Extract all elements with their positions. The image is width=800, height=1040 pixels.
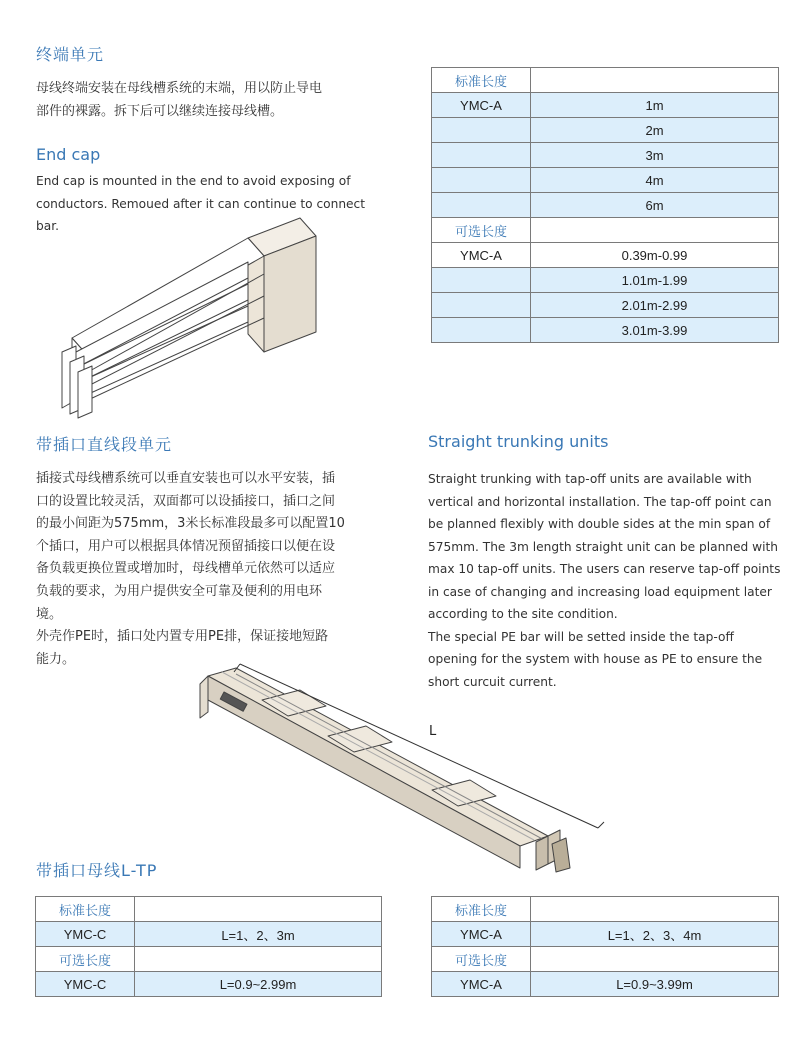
model-cell: YMC-A (432, 243, 531, 268)
length-value: 3.01m-3.99 (531, 318, 779, 343)
model-cell: YMC-C (36, 972, 135, 997)
opt-length-label: 可选长度 (432, 218, 531, 243)
length-value: 2.01m-2.99 (531, 293, 779, 318)
opt-length-label: 可选长度 (432, 947, 531, 972)
std-length-label: 标准长度 (36, 897, 135, 922)
model-cell: YMC-A (432, 972, 531, 997)
length-value: 0.39m-0.99 (531, 243, 779, 268)
end-unit-desc-cn: 母线终端安装在母线槽系统的末端，用以防止导电 部件的裸露。拆下后可以继续连接母线槽。 (36, 81, 323, 119)
length-dimension-label: L (429, 724, 437, 739)
straight-unit-desc-cn: 插接式母线槽系统可以垂直安装也可以水平安装，插 口的设置比较灵活，双面都可以设插接口，插口之间 的最小间距为575mm，3米长标准段最多可以配置10 个插口，用户可以根据具体情况预留插接口以便在设 备负载更换位置或增加时，母线槽单元依然可以适应 负载的要求，为用户提供安全可靠及便利的用电环 境。 外壳作PE时，插口处内置专用PE排，保证接地短路 能力。 (36, 471, 345, 667)
length-value: 6m (531, 193, 779, 218)
opt-length-label: 可选长度 (36, 947, 135, 972)
length-value: 3m (531, 143, 779, 168)
straight-unit-desc-en: Straight trunking with tap-off units are available with vertical and horizontal installation. The tap-off point can be planned flexibly with double sides at the min span of 575mm. The 3m length straight unit can be planned with max 10 tap-off units. The users can reserve tap-off points in case of changing and increasing load equipment later according to the site condition. The special PE bar will be setted inside the tap-off opening for the system with house as PE to ensure the short curcuit current. (428, 472, 781, 689)
end-unit-title-en: End cap (36, 145, 101, 164)
model-cell: YMC-A (432, 93, 531, 118)
straight-unit-title-en: Straight trunking units (428, 432, 609, 451)
straight-unit-title-cn: 带插口直线段单元 (36, 435, 173, 454)
length-value: L=1、2、3m (135, 922, 382, 947)
length-value: 4m (531, 168, 779, 193)
end-unit-title-cn: 终端单元 (36, 45, 105, 64)
model-cell: YMC-C (36, 922, 135, 947)
std-length-label: 标准长度 (432, 897, 531, 922)
length-value: 1.01m-1.99 (531, 268, 779, 293)
length-value: 1m (531, 93, 779, 118)
ltp-table-a (431, 896, 779, 997)
end-unit-desc-en: End cap is mounted in the end to avoid exposing of conductors. Remoued after it can continue to connect bar. (36, 174, 366, 233)
ltp-table-c (35, 896, 382, 997)
length-value: L=1、2、3、4m (531, 922, 779, 947)
length-value: L=0.9~2.99m (135, 972, 382, 997)
std-length-label: 标准长度 (432, 68, 531, 93)
model-cell: YMC-A (432, 922, 531, 947)
length-value: 2m (531, 118, 779, 143)
length-value: L=0.9~3.99m (531, 972, 779, 997)
ltp-title: 带插口母线L-TP (36, 861, 158, 880)
